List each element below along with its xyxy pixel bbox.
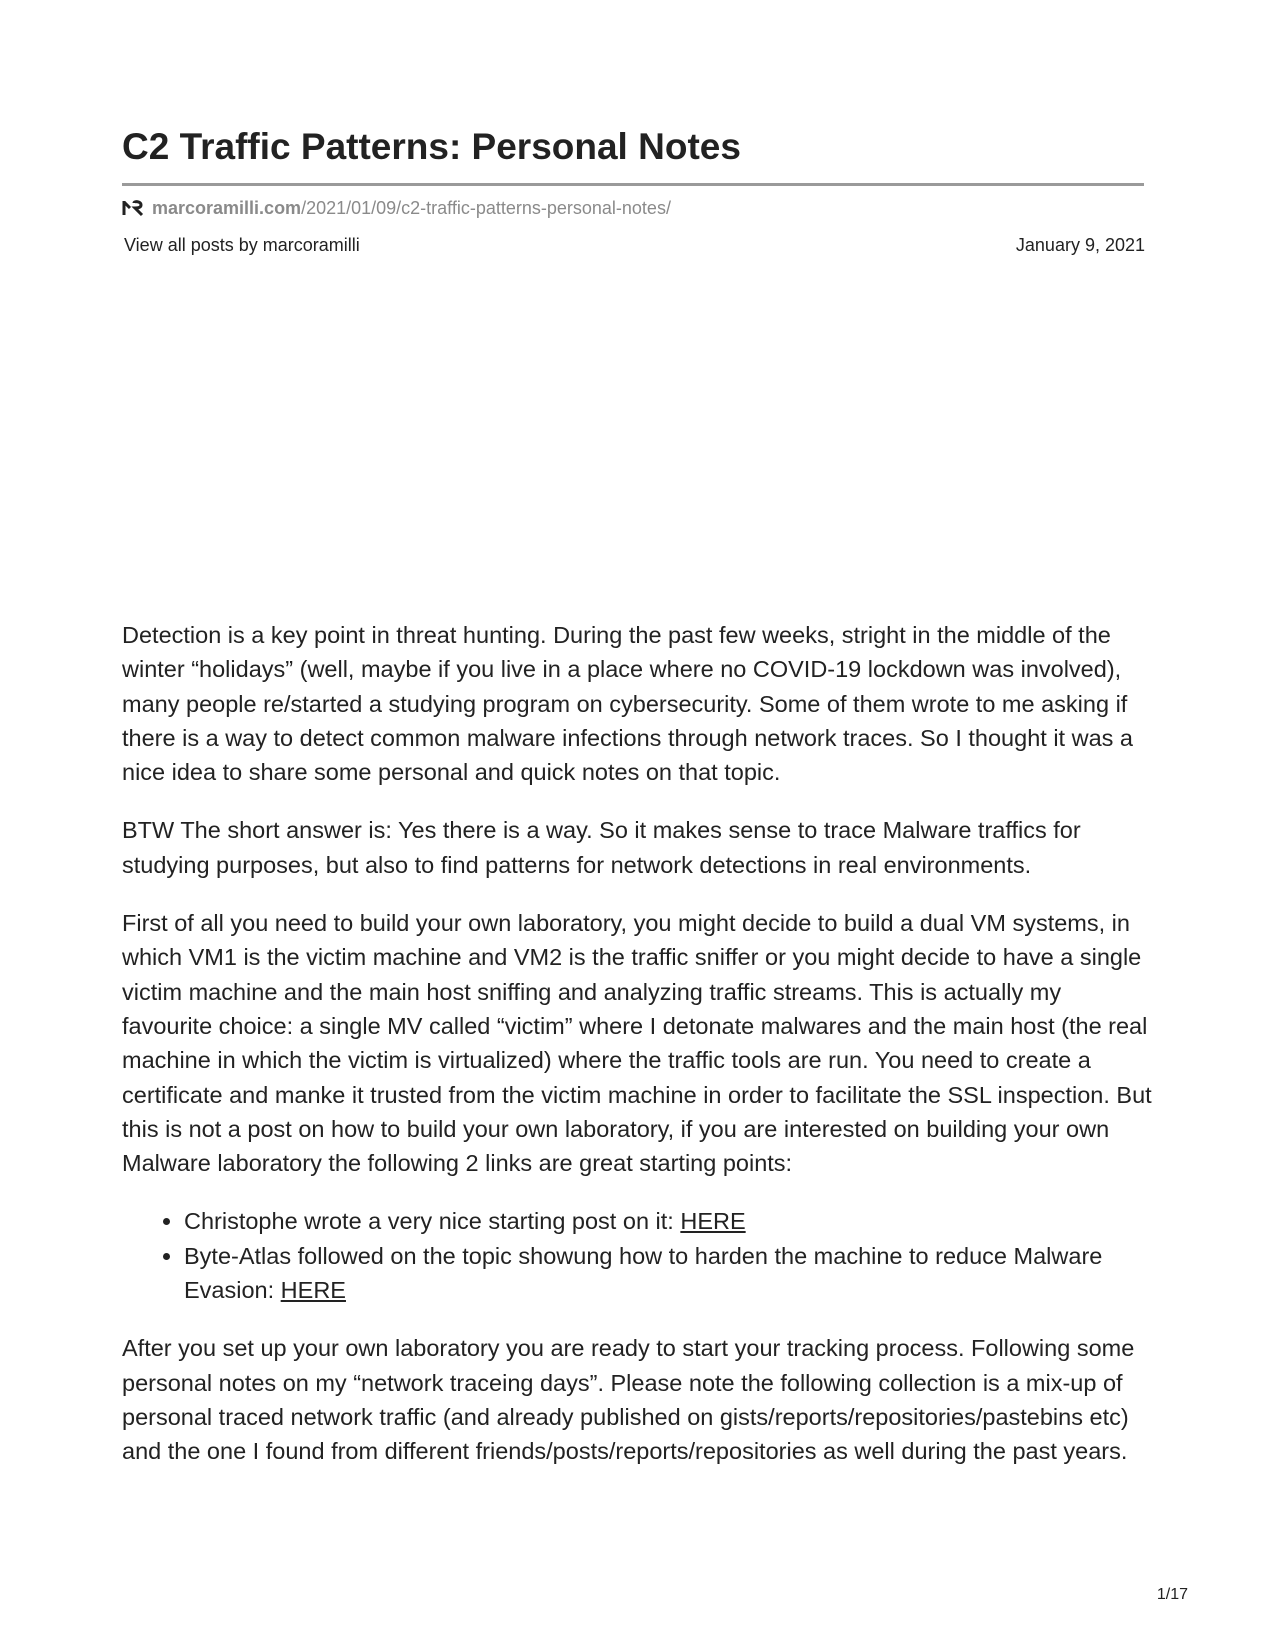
title-divider [122, 183, 1144, 186]
here-link[interactable]: HERE [680, 1208, 746, 1235]
list-item [184, 1239, 1152, 1308]
author-link[interactable]: View all posts by marcoramilli [124, 235, 360, 255]
page-title: C2 Traffic Patterns: Personal Notes [122, 126, 741, 167]
post-date: January 9, 2021 [1015, 235, 1145, 255]
article-body [122, 618, 1152, 1493]
paragraph-tracking: After you set up your own laboratory you are ready to start your tracking process. Following some personal notes on my “network traceing days”. Please note the following collection is a mix-up of personal traced network traffic (and already published on gists/reports/repositories/pastebins etc) and the one I found from different friends/posts/reports/repositories as well during the past years. [122, 1335, 1135, 1465]
links-list [122, 1204, 1152, 1307]
page-number: 1/17 [1156, 1586, 1188, 1603]
list-item-text: Byte-Atlas followed on the topic showung how to harden the machine to reduce Malware Evasion: [184, 1242, 1103, 1304]
paragraph-laboratory: First of all you need to build your own laboratory, you might decide to build a dual VM systems, in which VM1 is the victim machine and VM2 is the traffic sniffer or you might decide to have a single victim machine and the main host sniffing and analyzing traffic streams. This is actually my favourite choice: a single MV called “victim” where I detonate malwares and the main host (the real machine in which the victim is virtualized) where the traffic tools are run. You need to create a certificate and manke it trusted from the victim machine in order to facilitate the SSL inspection. But this is not a post on how to build your own laboratory, if you are interested on building your own Malware laboratory the following 2 links are great starting points: [122, 910, 1152, 1177]
paragraph-intro: Detection is a key point in threat hunting. During the past few weeks, stright in the middle of the winter “holidays” (well, maybe if you live in a place where no COVID-19 lockdown was involved), many people re/started a studying program on cybersecurity. Some of them wrote to me asking if there is a way to detect common malware infections through network traces. So I thought it was a nice idea to share some personal and quick notes on that topic. [122, 622, 1133, 786]
source-url[interactable] [122, 196, 671, 220]
here-link[interactable]: HERE [280, 1277, 346, 1304]
paragraph-short-answer: BTW The short answer is: Yes there is a way. So it makes sense to trace Malware traffics for studying purposes, but also to find patterns for network detections in real environments. [122, 817, 1081, 878]
source-domain[interactable]: marcoramilli.com [152, 197, 302, 218]
site-logo-icon [122, 199, 144, 217]
list-item [184, 1204, 1152, 1238]
list-item-text: Christophe wrote a very nice starting post on it: [184, 1208, 681, 1235]
source-path[interactable]: /2021/01/09/c2-traffic-patterns-personal-notes/ [301, 197, 671, 218]
